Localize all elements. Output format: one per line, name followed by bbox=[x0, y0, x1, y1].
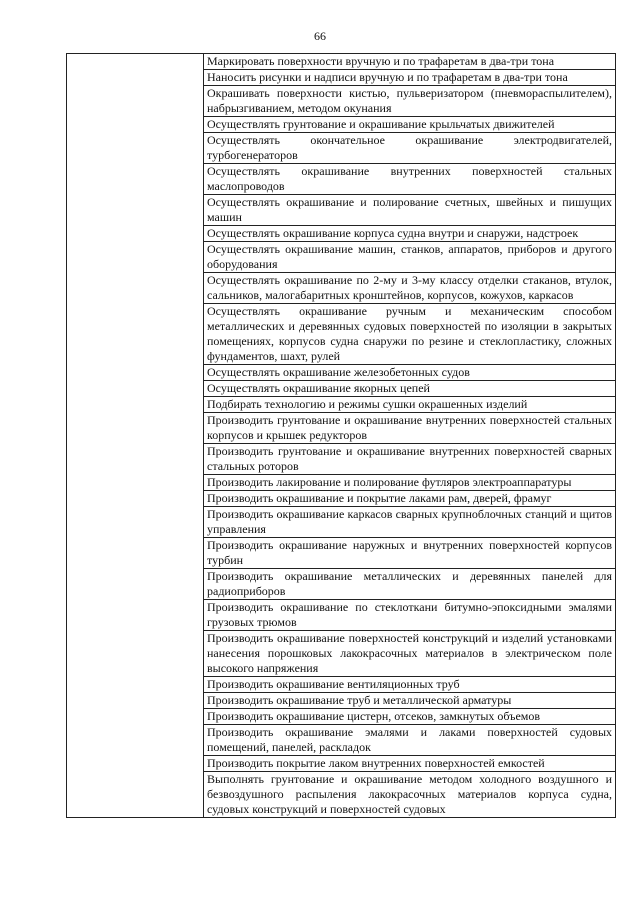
task-cell: Осуществлять окрашивание якорных цепей bbox=[204, 381, 616, 397]
task-cell: Осуществлять окрашивание и полирование счетных, швейных и пишущих машин bbox=[204, 195, 616, 226]
task-cell: Производить окрашивание эмалями и лаками поверхностей судовых помещений, панелей, раскладок bbox=[204, 725, 616, 756]
task-cell: Маркировать поверхности вручную и по трафаретам в два-три тона bbox=[204, 54, 616, 70]
task-cell: Производить грунтование и окрашивание внутренних поверхностей стальных корпусов и крышек редукторов bbox=[204, 413, 616, 444]
task-cell: Производить окрашивание металлических и деревянных панелей для радиоприборов bbox=[204, 569, 616, 600]
task-cell: Производить окрашивание поверхностей конструкций и изделий установками нанесения порошковых лакокрасочных материалов в электрическом поле высокого напряжения bbox=[204, 631, 616, 677]
task-cell: Осуществлять окрашивание корпуса судна внутри и снаружи, надстроек bbox=[204, 226, 616, 242]
task-cell: Производить лакирование и полирование футляров электроаппаратуры bbox=[204, 475, 616, 491]
task-cell: Окрашивать поверхности кистью, пульверизатором (пневмораспылителем), набрызгиванием, методом окунания bbox=[204, 86, 616, 117]
task-cell: Наносить рисунки и надписи вручную и по трафаретам в два-три тона bbox=[204, 70, 616, 86]
task-cell: Осуществлять окрашивание внутренних поверхностей стальных маслопроводов bbox=[204, 164, 616, 195]
task-cell: Производить окрашивание по стеклоткани битумно-эпоксидными эмалями грузовых трюмов bbox=[204, 600, 616, 631]
page-number: 66 bbox=[314, 29, 326, 43]
task-cell: Производить окрашивание цистерн, отсеков, замкнутых объемов bbox=[204, 709, 616, 725]
task-cell: Осуществлять окрашивание ручным и механическим способом металлических и деревянных судовых поверхностей по изоляции в закрытых помещениях, корпусов судна снаружи по резине и стеклопластику, сложных фундаментов, шахт, рулей bbox=[204, 304, 616, 365]
task-cell: Производить грунтование и окрашивание внутренних поверхностей сварных стальных роторов bbox=[204, 444, 616, 475]
empty-left-cell bbox=[67, 54, 204, 818]
task-cell: Производить окрашивание наружных и внутренних поверхностей корпусов турбин bbox=[204, 538, 616, 569]
task-cell: Производить окрашивание вентиляционных труб bbox=[204, 677, 616, 693]
task-cell: Осуществлять окрашивание машин, станков, аппаратов, приборов и другого оборудования bbox=[204, 242, 616, 273]
task-cell: Производить окрашивание каркасов сварных крупноблочных станций и щитов управления bbox=[204, 507, 616, 538]
task-cell: Выполнять грунтование и окрашивание методом холодного воздушного и безвоздушного распыления лакокрасочных материалов корпуса судна, судовых конструкций и поверхностей судовых bbox=[204, 772, 616, 818]
task-cell: Подбирать технологию и режимы сушки окрашенных изделий bbox=[204, 397, 616, 413]
task-cell: Осуществлять грунтование и окрашивание крыльчатых движителей bbox=[204, 117, 616, 133]
table-body bbox=[67, 54, 616, 818]
task-cell: Осуществлять окрашивание железобетонных судов bbox=[204, 365, 616, 381]
task-cell: Производить окрашивание труб и металлической арматуры bbox=[204, 693, 616, 709]
competency-table bbox=[66, 53, 616, 818]
task-cell: Осуществлять окончательное окрашивание электродвигателей, турбогенераторов bbox=[204, 133, 616, 164]
table-row bbox=[67, 54, 616, 70]
task-cell: Производить покрытие лаком внутренних поверхностей емкостей bbox=[204, 756, 616, 772]
task-cell: Производить окрашивание и покрытие лаками рам, дверей, фрамуг bbox=[204, 491, 616, 507]
task-cell: Осуществлять окрашивание по 2-му и 3-му классу отделки стаканов, втулок, сальников, малогабаритных кронштейнов, корпусов, кожухов, каркасов bbox=[204, 273, 616, 304]
